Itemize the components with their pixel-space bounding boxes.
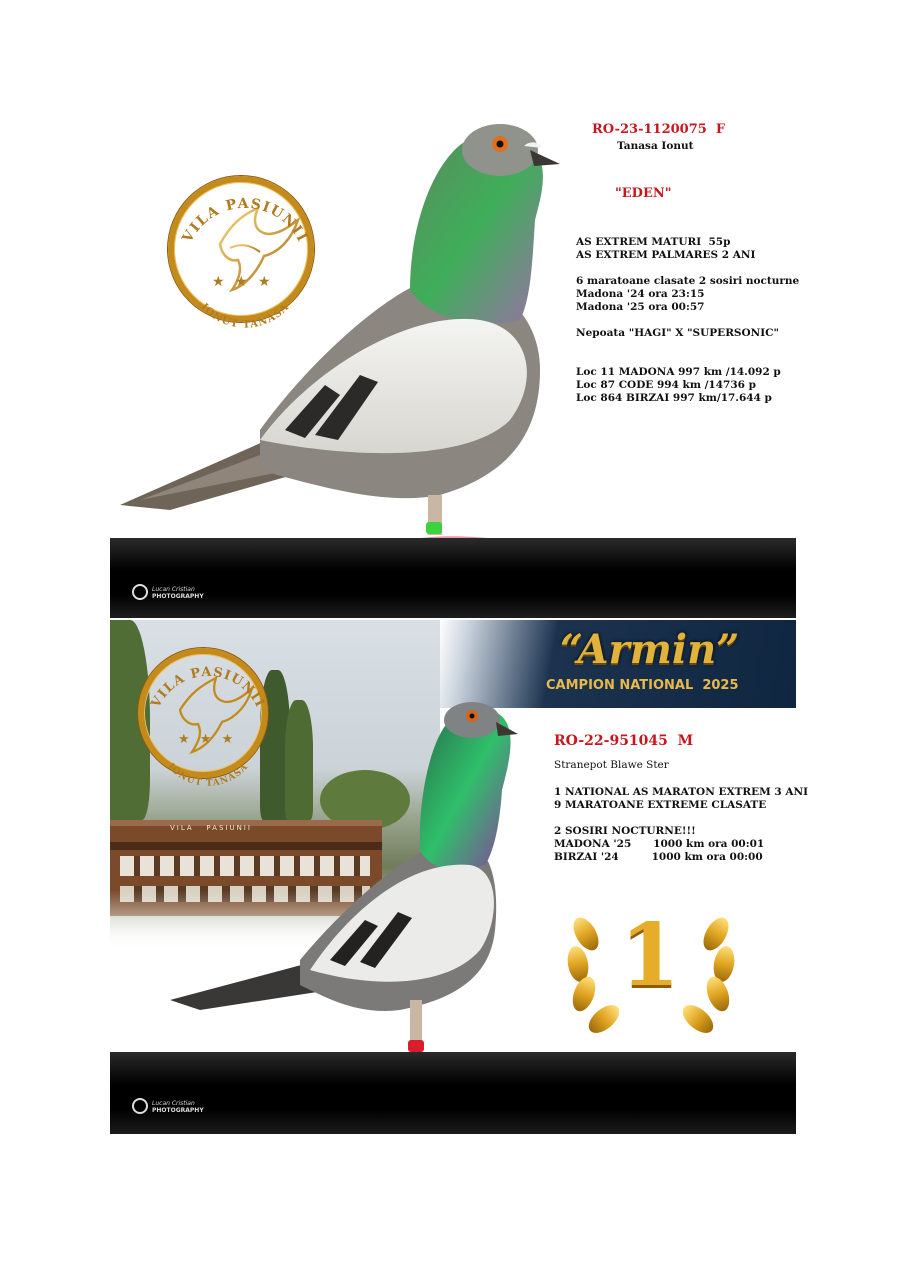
result-line: Madona '25 ora 00:57 <box>576 301 705 313</box>
logo-stars: ★ ★ ★ <box>212 274 274 290</box>
result-line: Nepoata "HAGI" X "SUPERSONIC" <box>576 327 779 339</box>
camera-icon <box>132 1098 148 1114</box>
ring-id: RO-23-1120075 F <box>592 122 726 137</box>
title-banner <box>440 620 796 708</box>
result-line <box>554 812 808 825</box>
pigeon-name: "EDEN" <box>615 186 672 201</box>
photographer-label: PHOTOGRAPHY <box>152 593 204 600</box>
pigeon-armin-image <box>150 700 530 1080</box>
logo-stars: ★ ★ ★ <box>178 732 237 747</box>
lineage: Stranepot Blawe Ster <box>554 759 669 771</box>
result-line: MADONA '25 1000 km ora 00:01 <box>554 838 765 850</box>
logo-bottom-text: IONUT TANASA <box>198 301 292 331</box>
logo-bottom-text: IONUT TANASA <box>165 761 251 789</box>
highlight-result: 1 NATIONAL AS MARATON EXTREM 3 ANI <box>554 786 809 798</box>
bottom-black-bar <box>110 538 796 618</box>
result-line: Loc 87 CODE 994 km /14736 p <box>576 379 756 391</box>
result-line: 9 MARATOANE EXTREME CLASATE <box>554 799 767 811</box>
pigeon-name-armin: “Armin” <box>560 626 740 673</box>
result-line: 2 SOSIRI NOCTURNE!!! <box>554 825 696 837</box>
results-list <box>554 786 808 864</box>
pigeon-eden-image <box>110 110 570 580</box>
result-line: AS EXTREM PALMARES 2 ANI <box>576 249 756 261</box>
ring-id: RO-22-951045 M <box>554 733 694 749</box>
photographer-label: PHOTOGRAPHY <box>152 1107 204 1114</box>
result-line <box>576 340 799 353</box>
result-line: 6 maratoane clasate 2 sosiri nocturne <box>576 275 800 287</box>
logo-top-text: VILA PASIUNII <box>179 195 311 246</box>
result-line <box>576 353 799 366</box>
result-line: Loc 11 MADONA 997 km /14.092 p <box>576 366 781 378</box>
logo-top-text: VILA PASIUNII <box>148 664 268 711</box>
camera-icon <box>132 584 148 600</box>
photo-credit <box>152 586 204 600</box>
result-line: Madona '24 ora 23:15 <box>576 288 705 300</box>
results-list <box>576 236 799 405</box>
photographer-name: Lucan Cristian <box>152 1100 195 1107</box>
bottom-black-bar <box>110 1052 796 1134</box>
result-line: BIRZAI '24 1000 km ora 00:00 <box>554 851 763 863</box>
champion-subtitle: CAMPION NATIONAL 2025 <box>546 678 739 693</box>
loft-sign: VILA PASIUNII <box>170 824 252 832</box>
result-line <box>576 262 799 275</box>
owner-name: Tanasa Ionut <box>617 140 694 152</box>
result-line: AS EXTREM MATURI 55p <box>576 236 731 248</box>
photo-credit <box>152 1100 204 1114</box>
result-line <box>576 314 799 327</box>
result-line: Loc 864 BIRZAI 997 km/17.644 p <box>576 392 772 404</box>
trophy-number: 1 <box>620 905 680 1006</box>
photographer-name: Lucan Cristian <box>152 586 195 593</box>
